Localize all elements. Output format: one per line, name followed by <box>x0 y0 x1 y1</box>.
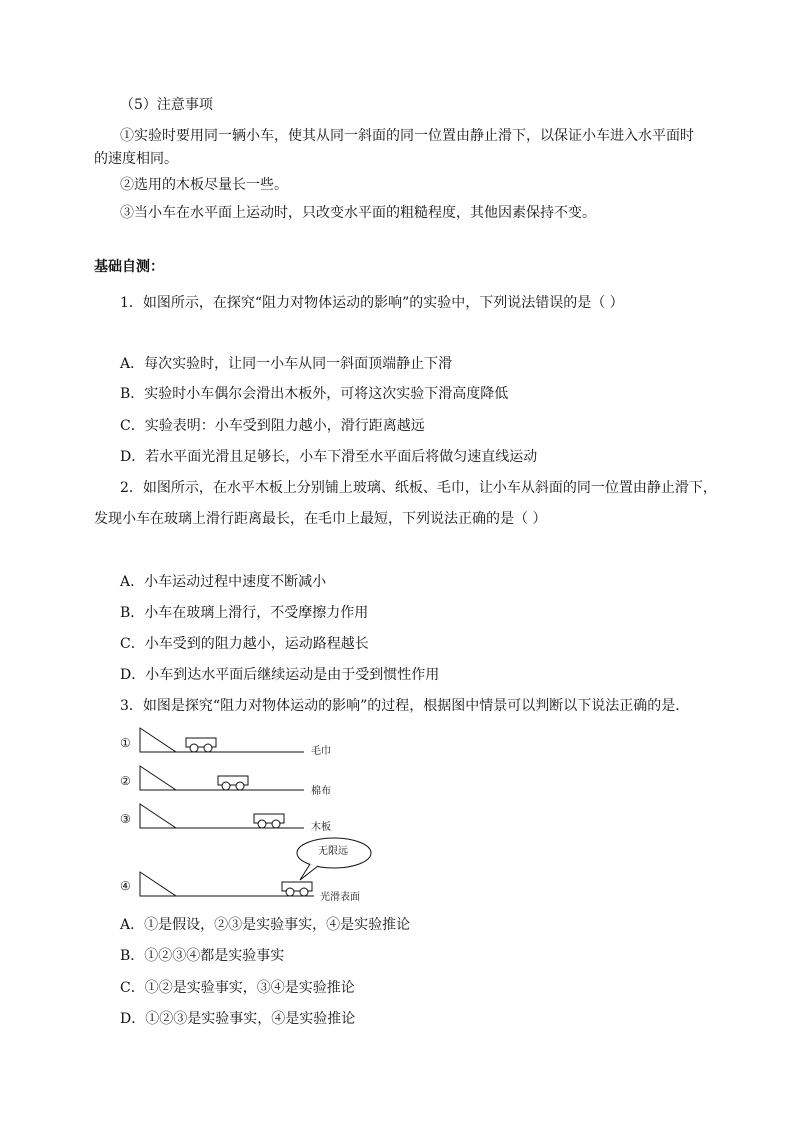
row-2-cart <box>218 776 248 790</box>
row-1-cart <box>186 738 216 752</box>
surface-label-cotton: 棉布 <box>311 786 331 797</box>
q3-stem: 3．如图是探究“阻力对物体运动的影响”的过程，根据图中情景可以判断以下说法正确的是． <box>120 698 690 714</box>
q1-option-a: A．每次实验时，让同一小车从同一斜面顶端静止下滑 <box>120 356 453 372</box>
q1-option-c: C．实验表明：小车受到阻力越小，滑行距离越远 <box>120 418 425 434</box>
row-2-number: ② <box>120 774 131 788</box>
notes-item-3: ③当小车在水平面上运动时，只改变水平面的粗糙程度，其他因素保持不变。 <box>120 205 596 221</box>
q1-option-d: D．若水平面光滑且足够长，小车下滑至水平面后将做匀速直线运动 <box>120 449 538 465</box>
ramp-diagram <box>118 724 418 909</box>
row-2-setup <box>140 766 304 790</box>
q3-figure <box>118 724 418 909</box>
row-1-number: ① <box>120 736 131 750</box>
notes-heading: （5）注意事项 <box>120 97 213 113</box>
section-title: 基础自测： <box>94 259 164 275</box>
row-4-cart <box>282 882 312 896</box>
q3-option-a: A．①是假设，②③是实验事实，④是实验推论 <box>120 917 411 933</box>
surface-label-smooth: 光滑表面 <box>320 892 360 903</box>
surface-label-towel: 毛巾 <box>311 746 331 757</box>
q3-option-d: D．①②③是实验事实，④是实验推论 <box>120 1011 356 1027</box>
q2-stem-line-2: 发现小车在玻璃上滑行距离最长，在毛巾上最短，下列说法正确的是（ ） <box>94 511 547 527</box>
row-1-ramp <box>140 728 176 752</box>
q2-option-c: C．小车受到的阻力越小，运动路程越长 <box>120 636 369 652</box>
q3-option-c: C．①②是实验事实，③④是实验推论 <box>120 980 355 996</box>
row-4-ramp <box>140 872 176 896</box>
row-3-setup <box>140 804 304 828</box>
q3-option-b: B．①②③④都是实验事实 <box>120 948 285 964</box>
notes-item-1-line-1: ①实验时要用同一辆小车，使其从同一斜面的同一位置由静止滑下，以保证小车进入水平面时 <box>120 128 694 144</box>
q2-option-a: A．小车运动过程中速度不断减小 <box>120 574 327 590</box>
speech-bubble <box>297 838 371 880</box>
row-3-number: ③ <box>120 812 131 826</box>
q2-option-d: D．小车到达水平面后继续运动是由于受到惯性作用 <box>120 667 440 683</box>
row-3-ramp <box>140 804 176 828</box>
q2-stem-line-1: 2．如图所示，在水平木板上分别铺上玻璃、纸板、毛巾，让小车从斜面的同一位置由静止滑下， <box>120 480 717 496</box>
q1-stem: 1．如图所示，在探究“阻力对物体运动的影响”的实验中，下列说法错误的是（ ） <box>120 295 624 311</box>
q1-option-b: B．实验时小车偶尔会滑出木板外，可将这次实验下滑高度降低 <box>120 386 509 402</box>
row-3-cart <box>254 814 284 828</box>
bubble-text: 无限远 <box>318 846 348 857</box>
surface-label-wood: 木板 <box>311 822 331 833</box>
row-2-ramp <box>140 766 176 790</box>
notes-item-2: ②选用的木板尽量长一些。 <box>120 177 288 193</box>
q2-option-b: B．小车在玻璃上滑行，不受摩擦力作用 <box>120 605 369 621</box>
row-1-setup <box>140 728 304 752</box>
notes-item-1-line-2: 的速度相同。 <box>94 151 178 167</box>
row-4-number: ④ <box>120 879 131 893</box>
